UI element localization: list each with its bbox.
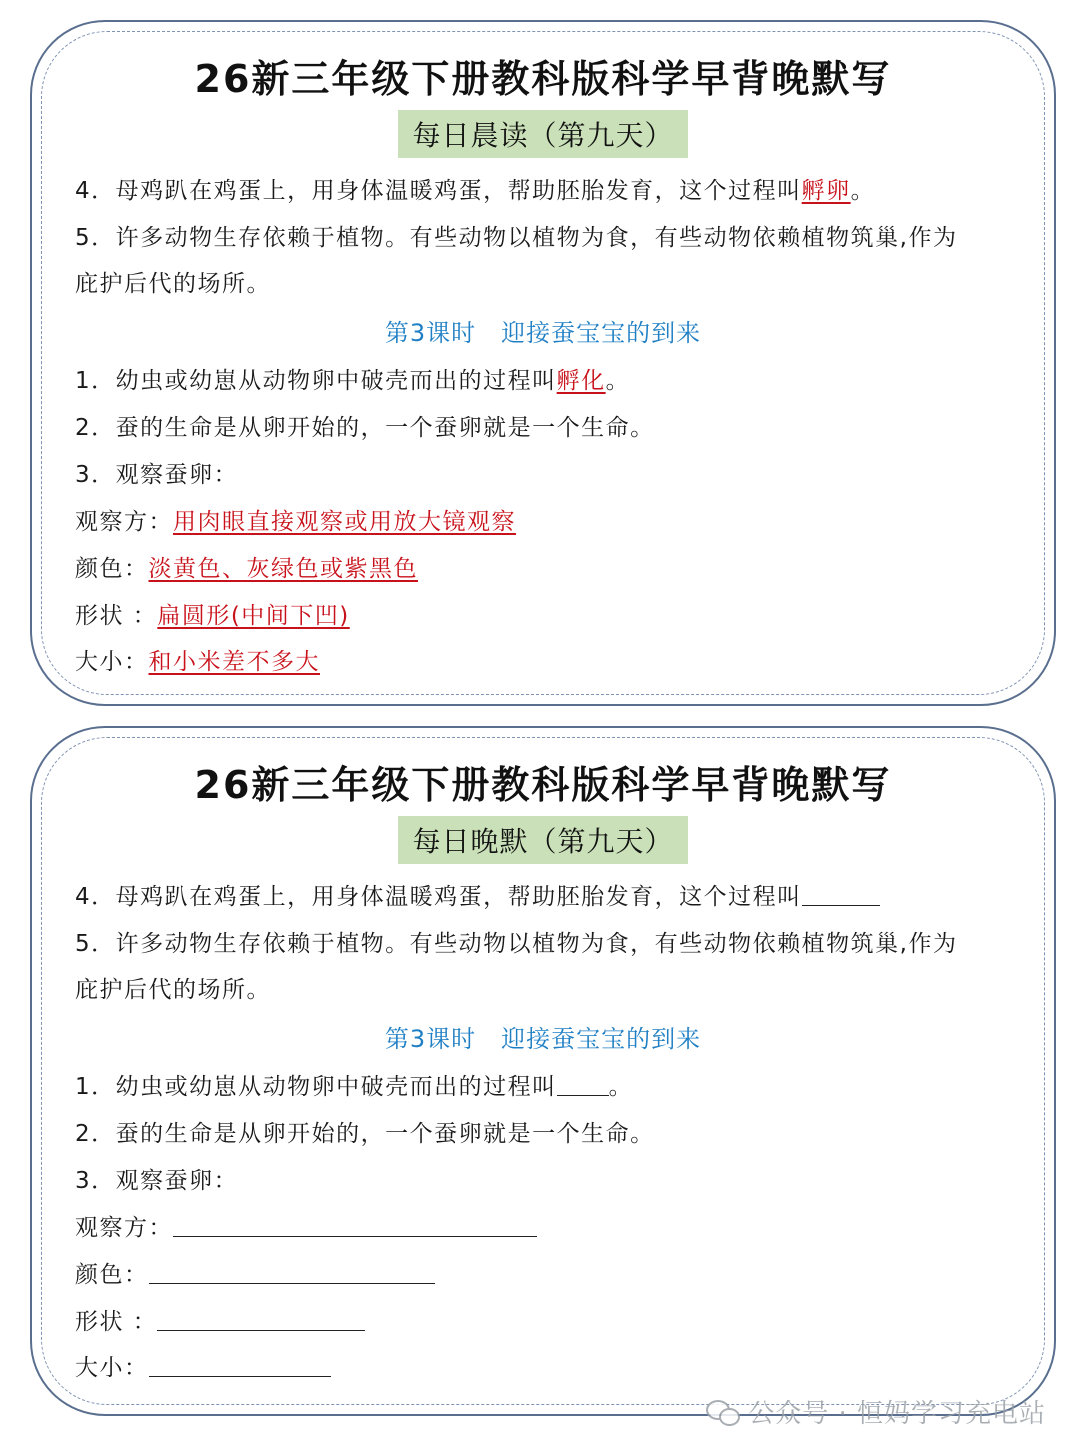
answer: 和小米差不多大	[148, 649, 320, 675]
observe-shape: 形状 ：	[75, 1303, 365, 1336]
lesson-heading: 第3课时 迎接蚕宝宝的到来	[384, 1025, 702, 1053]
observe-method: 观察方：	[75, 1209, 537, 1242]
morning-card	[30, 20, 1056, 706]
question-4: 4．母鸡趴在鸡蛋上，用身体温暖鸡蛋，帮助胚胎发育，这个过程叫	[75, 878, 880, 911]
section-subtitle: 每日晚默（第九天）	[398, 816, 687, 864]
lesson-item-2: 2．蚕的生命是从卵开始的，一个蚕卵就是一个生命。	[75, 415, 655, 441]
watermark-text: 公众号 · 恒妈学习充电站	[748, 1399, 1046, 1429]
answer: 用肉眼直接观察或用放大镜观察	[173, 509, 516, 535]
answer-blank[interactable]	[149, 1354, 331, 1377]
answer: 淡黄色、灰绿色或紫黑色	[148, 556, 418, 582]
page-title: 26新三年级下册教科版科学早背晚默写	[194, 763, 892, 807]
lesson-item-1: 1．幼虫或幼崽从动物卵中破壳而出的过程叫孵化。	[75, 368, 631, 394]
lesson-item-3: 3．观察蚕卵：	[75, 462, 239, 488]
answer: 孵卵	[801, 178, 851, 204]
lesson-heading: 第3课时 迎接蚕宝宝的到来	[384, 319, 702, 347]
question-5-line-1: 5．许多动物生存依赖于植物。有些动物以植物为食，有些动物依赖植物筑巢,作为	[75, 931, 958, 957]
question-5-line-2: 庇护后代的场所。	[75, 977, 271, 1003]
lesson-item-3: 3．观察蚕卵：	[75, 1168, 239, 1194]
section-subtitle: 每日晨读（第九天）	[398, 110, 687, 158]
answer: 扁圆形(中间下凹)	[157, 603, 350, 629]
lesson-item-1: 1．幼虫或幼崽从动物卵中破壳而出的过程叫 。	[75, 1074, 634, 1100]
answer-blank[interactable]	[557, 1073, 609, 1096]
answer: 孵化	[556, 368, 606, 394]
answer-blank[interactable]	[173, 1214, 537, 1237]
evening-card	[30, 726, 1056, 1416]
observe-method: 观察方：用肉眼直接观察或用放大镜观察	[75, 509, 516, 535]
question-5-line-2: 庇护后代的场所。	[75, 271, 271, 297]
observe-size: 大小：	[75, 1349, 331, 1382]
observe-color: 颜色：	[75, 1256, 435, 1289]
lesson-item-2: 2．蚕的生命是从卵开始的，一个蚕卵就是一个生命。	[75, 1121, 655, 1147]
observe-shape: 形状 ：扁圆形(中间下凹)	[75, 603, 350, 629]
wechat-icon	[706, 1398, 740, 1426]
answer-blank[interactable]	[149, 1261, 435, 1284]
answer-blank[interactable]	[802, 883, 880, 906]
page-title: 26新三年级下册教科版科学早背晚默写	[194, 57, 892, 101]
observe-size: 大小：和小米差不多大	[75, 649, 320, 675]
observe-color: 颜色：淡黄色、灰绿色或紫黑色	[75, 556, 418, 582]
answer-blank[interactable]	[157, 1308, 365, 1331]
question-5-line-1: 5．许多动物生存依赖于植物。有些动物以植物为食，有些动物依赖植物筑巢,作为	[75, 225, 958, 251]
watermark	[706, 1393, 1046, 1430]
question-4: 4．母鸡趴在鸡蛋上，用身体温暖鸡蛋，帮助胚胎发育，这个过程叫孵卵。	[75, 178, 876, 204]
